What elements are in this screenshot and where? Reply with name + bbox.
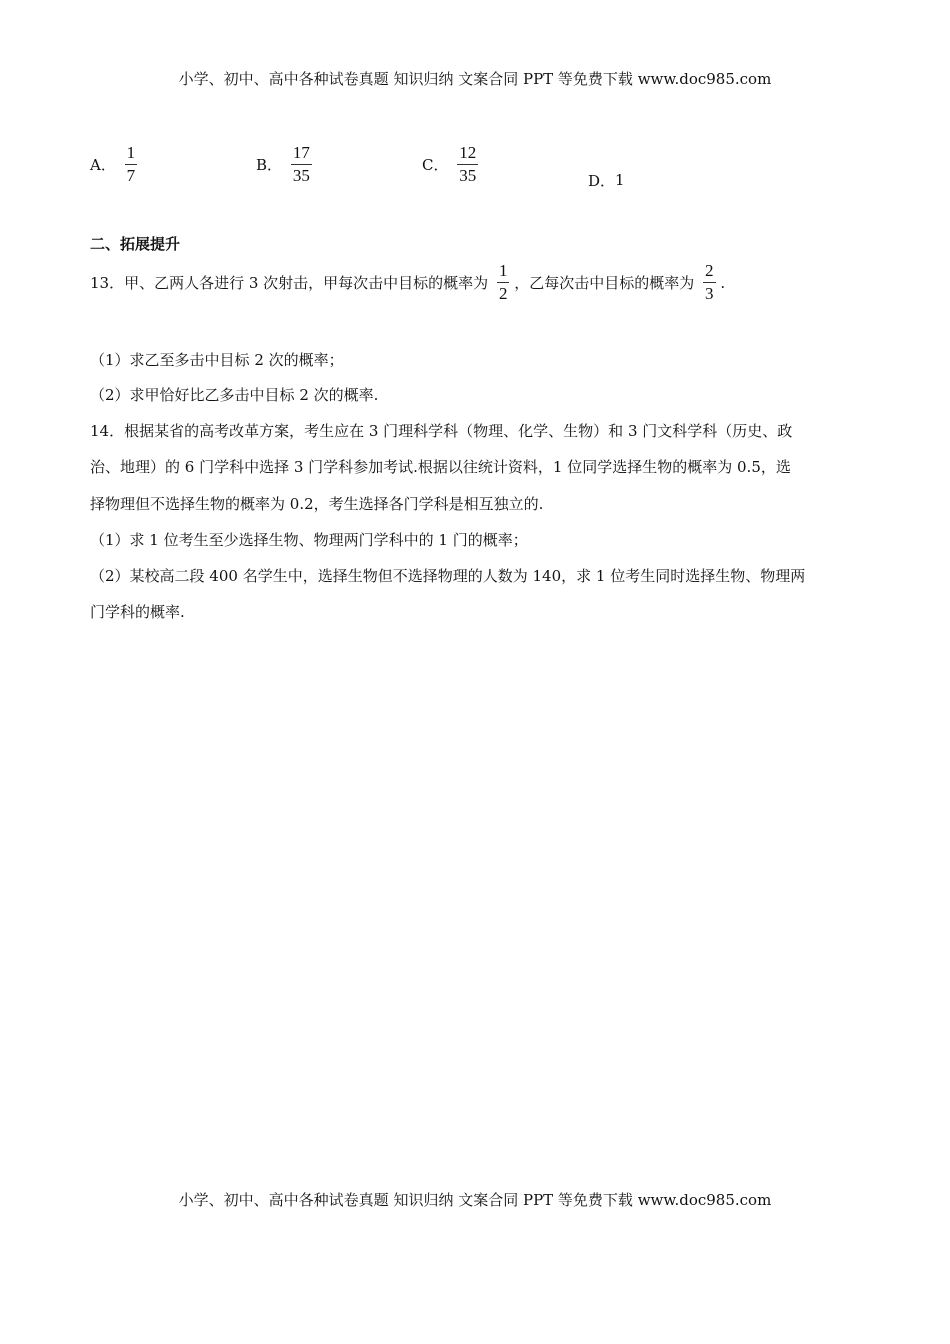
- question-13-text-c: .: [720, 273, 726, 292]
- option-c-fraction: [457, 144, 478, 185]
- fraction-2-denominator: 3: [705, 284, 714, 303]
- question-14-part-2-line-2: 门学科的概率.: [90, 603, 185, 621]
- fraction-bar: [703, 282, 716, 283]
- option-a-denominator: 7: [126, 166, 136, 185]
- option-a-numerator: 1: [126, 143, 136, 162]
- question-13-part-1: （1）求乙至多击中目标 2 次的概率；: [90, 351, 344, 369]
- question-14-part-1: （1）求 1 位考生至少选择生物、物理两门学科中的 1 门的概率；: [90, 531, 528, 549]
- option-b-numerator: 17: [292, 143, 310, 162]
- page-footer: 小学、初中、高中各种试卷真题 知识归纳 文案合同 PPT 等免费下载 www.doc985.com: [178, 1191, 772, 1209]
- option-a-fraction: [125, 144, 138, 185]
- option-b-fraction: [291, 144, 312, 185]
- question-13-part-2: （2）求甲恰好比乙多击中目标 2 次的概率.: [90, 386, 379, 404]
- question-14-line-1: 14．根据某省的高考改革方案，考生应在 3 门理科学科（物理、化学、生物）和 3 门文科学科（历史、政: [90, 422, 793, 440]
- question-13-text-b: ，乙每次击中目标的概率为: [514, 274, 695, 292]
- option-b-denominator: 35: [292, 166, 310, 185]
- fraction-1-denominator: 2: [498, 284, 508, 303]
- option-c: [422, 144, 478, 185]
- page-header: 小学、初中、高中各种试卷真题 知识归纳 文案合同 PPT 等免费下载 www.doc985.com: [178, 70, 772, 88]
- option-c-label: C．: [422, 155, 449, 174]
- fraction-bar: [125, 164, 138, 165]
- option-d-value: 1: [615, 171, 625, 189]
- fraction-bar: [291, 164, 312, 165]
- question-14-line-3: 择物理但不选择生物的概率为 0.2，考生选择各门学科是相互独立的.: [90, 495, 544, 513]
- option-d: [588, 171, 625, 190]
- option-b-label: B．: [256, 155, 283, 174]
- option-c-numerator: 12: [459, 143, 477, 162]
- fraction-bar: [457, 164, 478, 165]
- question-13-text-a: 13．甲、乙两人各进行 3 次射击，甲每次击中目标的概率为: [90, 274, 489, 292]
- option-a: [90, 144, 137, 185]
- option-d-label: D．: [588, 172, 616, 190]
- section-title: 二、拓展提升: [90, 235, 181, 253]
- fraction-1-numerator: 1: [498, 261, 508, 280]
- option-c-denominator: 35: [459, 166, 477, 185]
- question-14-part-2-line-1: （2）某校高二段 400 名学生中，选择生物但不选择物理的人数为 140，求 1 位考生同时选择生物、物理两: [90, 567, 806, 585]
- question-13-fraction-1: [497, 262, 510, 303]
- question-13-fraction-2: [703, 262, 716, 303]
- option-a-label: A．: [90, 155, 116, 174]
- option-b: [256, 144, 312, 185]
- fraction-2-numerator: 2: [705, 261, 714, 280]
- question-13-stem: [90, 262, 725, 314]
- question-14-line-2: 治、地理）的 6 门学科中选择 3 门学科参加考试.根据以往统计资料，1 位同学选择生物的概率为 0.5，选: [90, 458, 791, 476]
- fraction-bar: [497, 282, 510, 283]
